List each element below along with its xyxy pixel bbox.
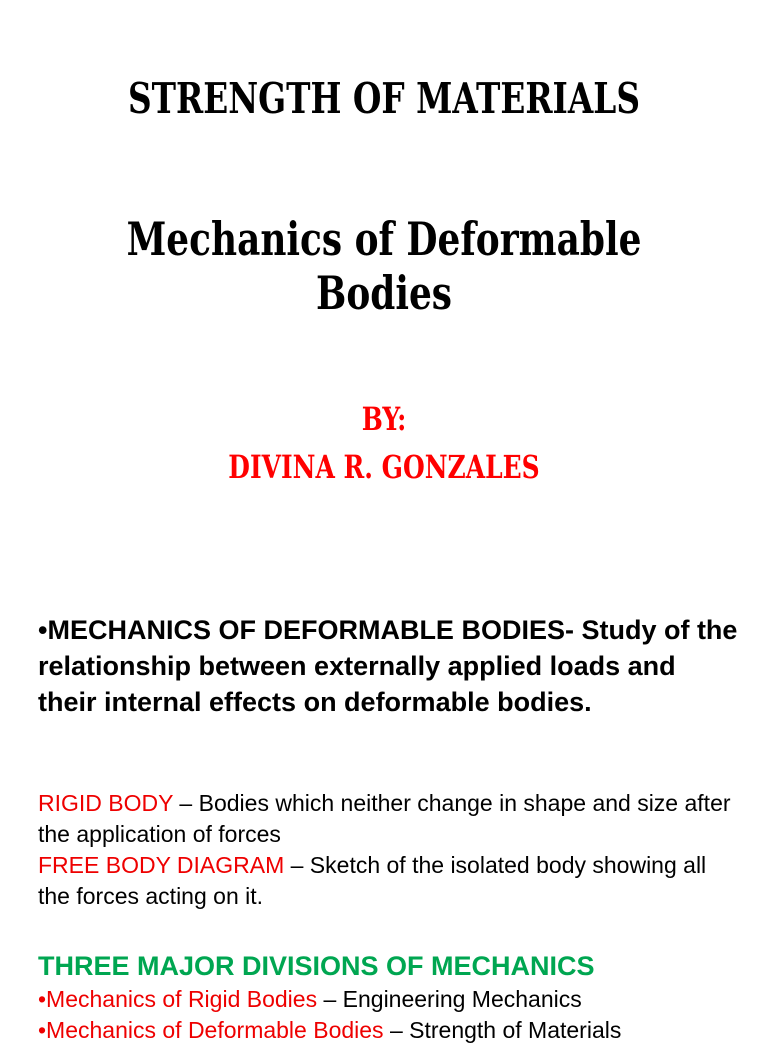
definition-block (38, 788, 738, 912)
division-desc: – Strength of Materials (383, 1017, 622, 1043)
division-term: •Mechanics of Deformable Bodies (38, 1017, 384, 1043)
divisions-list (38, 984, 758, 1046)
rigid-body-definition (38, 788, 738, 850)
page-subtitle: Mechanics of Deformable Bodies (126, 212, 642, 320)
division-term: •Mechanics of Rigid Bodies (38, 986, 318, 1012)
fbd-definition (38, 850, 738, 912)
page-title: STRENGTH OF MATERIALS (128, 74, 640, 123)
rigid-body-text: – Bodies which neither change in shape and size after the application of forces (38, 790, 731, 847)
author-name: DIVINA R. GONZALES (228, 448, 540, 486)
list-item (38, 1015, 758, 1046)
main-definition: •MECHANICS OF DEFORMABLE BODIES- Study of the relationship between externally applied loads and their internal effects on deformable bodies. (38, 615, 738, 717)
division-desc: – Engineering Mechanics (317, 986, 582, 1012)
fbd-term: FREE BODY DIAGRAM (38, 852, 285, 878)
by-label: BY: (361, 400, 407, 438)
list-item (38, 984, 758, 1015)
divisions-heading: THREE MAJOR DIVISIONS OF MECHANICS (38, 951, 595, 981)
rigid-body-term: RIGID BODY (38, 790, 174, 816)
fbd-text: – Sketch of the isolated body showing all the forces acting on it. (38, 852, 707, 909)
